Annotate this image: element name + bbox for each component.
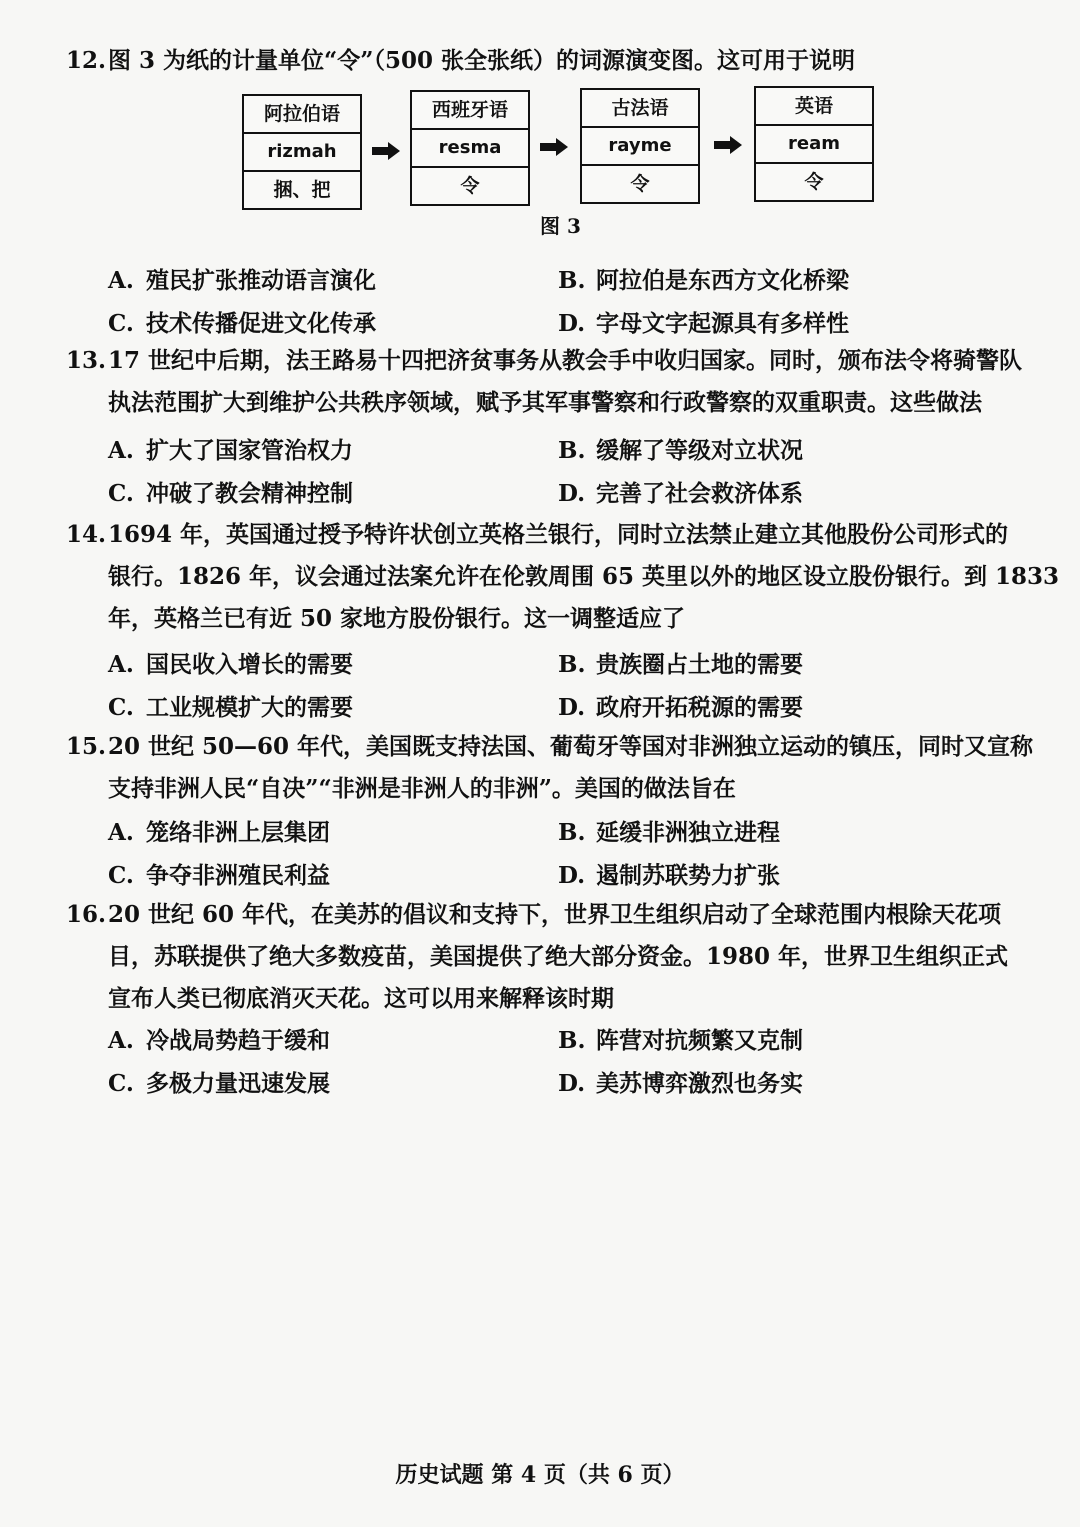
question-stem-line: 宣布人类已彻底消灭天花。这可以用来解释该时期 [108, 985, 614, 1012]
option-d[interactable]: D. 遏制苏联势力扩张 [558, 862, 780, 889]
box-meaning: 令 [630, 173, 650, 195]
question-14 [66, 514, 1060, 640]
question-stem-line: 目，苏联提供了绝大多数疫苗，美国提供了绝大部分资金。1980 年，世界卫生组织正式 [108, 943, 1009, 970]
option-d[interactable]: D. 字母文字起源具有多样性 [558, 310, 849, 337]
arrow-right-icon [372, 142, 400, 160]
box-word: rayme [582, 128, 698, 166]
option-a[interactable]: A. 国民收入增长的需要 [108, 651, 353, 678]
arrow-right-icon [714, 136, 742, 154]
box-language: 西班牙语 [412, 92, 528, 130]
options-q12 [108, 262, 1028, 348]
option-b[interactable]: B. 阵营对抗频繁又克制 [558, 1027, 803, 1054]
question-stem-line: 20 世纪 50—60 年代，美国既支持法国、葡萄牙等国对非洲独立运动的镇压，同时又宣称 [108, 733, 1034, 760]
question-stem-line: 20 世纪 60 年代，在美苏的倡议和支持下，世界卫生组织启动了全球范围内根除天花项 [108, 901, 1002, 928]
page-footer: 历史试题 第 4 页（共 6 页） [395, 1462, 685, 1488]
question-number: 16. [66, 901, 107, 928]
question-13 [66, 340, 1026, 424]
options-q16 [108, 1022, 1028, 1108]
question-number: 13. [66, 347, 107, 374]
box-meaning: 令 [804, 171, 824, 193]
option-d[interactable]: D. 美苏博弈激烈也务实 [558, 1070, 803, 1097]
box-word: ream [756, 126, 872, 164]
etymology-box-arabic [242, 94, 362, 210]
option-b[interactable]: B. 阿拉伯是东西方文化桥梁 [558, 267, 849, 294]
options-q14 [108, 646, 1028, 732]
option-d[interactable]: D. 政府开拓税源的需要 [558, 694, 803, 721]
question-stem-line: 年，英格兰已有近 50 家地方股份银行。这一调整适应了 [108, 605, 686, 632]
option-c[interactable]: C. 冲破了教会精神控制 [108, 480, 353, 507]
etymology-box-old-french [580, 88, 700, 204]
option-d[interactable]: D. 完善了社会救济体系 [558, 480, 803, 507]
box-meaning: 令 [460, 175, 480, 197]
option-b[interactable]: B. 贵族圈占土地的需要 [558, 651, 803, 678]
option-b[interactable]: B. 缓解了等级对立状况 [558, 437, 803, 464]
box-meaning: 捆、把 [273, 179, 331, 201]
question-number: 14. [66, 521, 107, 548]
question-stem: 图 3 为纸的计量单位“令”（500 张全张纸）的词源演变图。这可用于说明 [108, 47, 855, 74]
question-number: 12. [66, 47, 107, 74]
option-c[interactable]: C. 技术传播促进文化传承 [108, 310, 376, 337]
option-a[interactable]: A. 扩大了国家管治权力 [108, 437, 353, 464]
box-word: resma [412, 130, 528, 168]
etymology-box-english [754, 86, 874, 202]
question-12 [66, 40, 1026, 82]
box-word: rizmah [244, 134, 360, 172]
options-q13 [108, 432, 1028, 518]
question-stem-line: 执法范围扩大到维护公共秩序领域，赋予其军事警察和行政警察的双重职责。这些做法 [108, 389, 982, 416]
option-c[interactable]: C. 工业规模扩大的需要 [108, 694, 353, 721]
option-a[interactable]: A. 冷战局势趋于缓和 [108, 1027, 330, 1054]
question-stem-line: 支持非洲人民“自决”“非洲是非洲人的非洲”。美国的做法旨在 [108, 775, 736, 802]
figure-3-etymology [240, 86, 880, 211]
figure-caption: 图 3 [540, 214, 581, 238]
option-b[interactable]: B. 延缓非洲独立进程 [558, 819, 780, 846]
question-stem-line: 银行。1826 年，议会通过法案允许在伦敦周围 65 英里以外的地区设立股份银行。到 1833 [108, 563, 1060, 590]
option-c[interactable]: C. 争夺非洲殖民利益 [108, 862, 330, 889]
arrow-right-icon [540, 138, 568, 156]
option-a[interactable]: A. 殖民扩张推动语言演化 [108, 267, 376, 294]
question-15 [66, 726, 1034, 810]
options-q15 [108, 814, 1028, 900]
option-c[interactable]: C. 多极力量迅速发展 [108, 1070, 330, 1097]
etymology-box-spanish [410, 90, 530, 206]
question-stem-line: 1694 年，英国通过授予特许状创立英格兰银行，同时立法禁止建立其他股份公司形式的 [108, 521, 1009, 548]
question-stem-line: 17 世纪中后期，法王路易十四把济贫事务从教会手中收归国家。同时，颁布法令将骑警队 [108, 347, 1023, 374]
box-language: 古法语 [582, 90, 698, 128]
option-a[interactable]: A. 笼络非洲上层集团 [108, 819, 330, 846]
box-language: 英语 [756, 88, 872, 126]
question-number: 15. [66, 733, 107, 760]
box-language: 阿拉伯语 [244, 96, 360, 134]
question-16 [66, 894, 1026, 1020]
